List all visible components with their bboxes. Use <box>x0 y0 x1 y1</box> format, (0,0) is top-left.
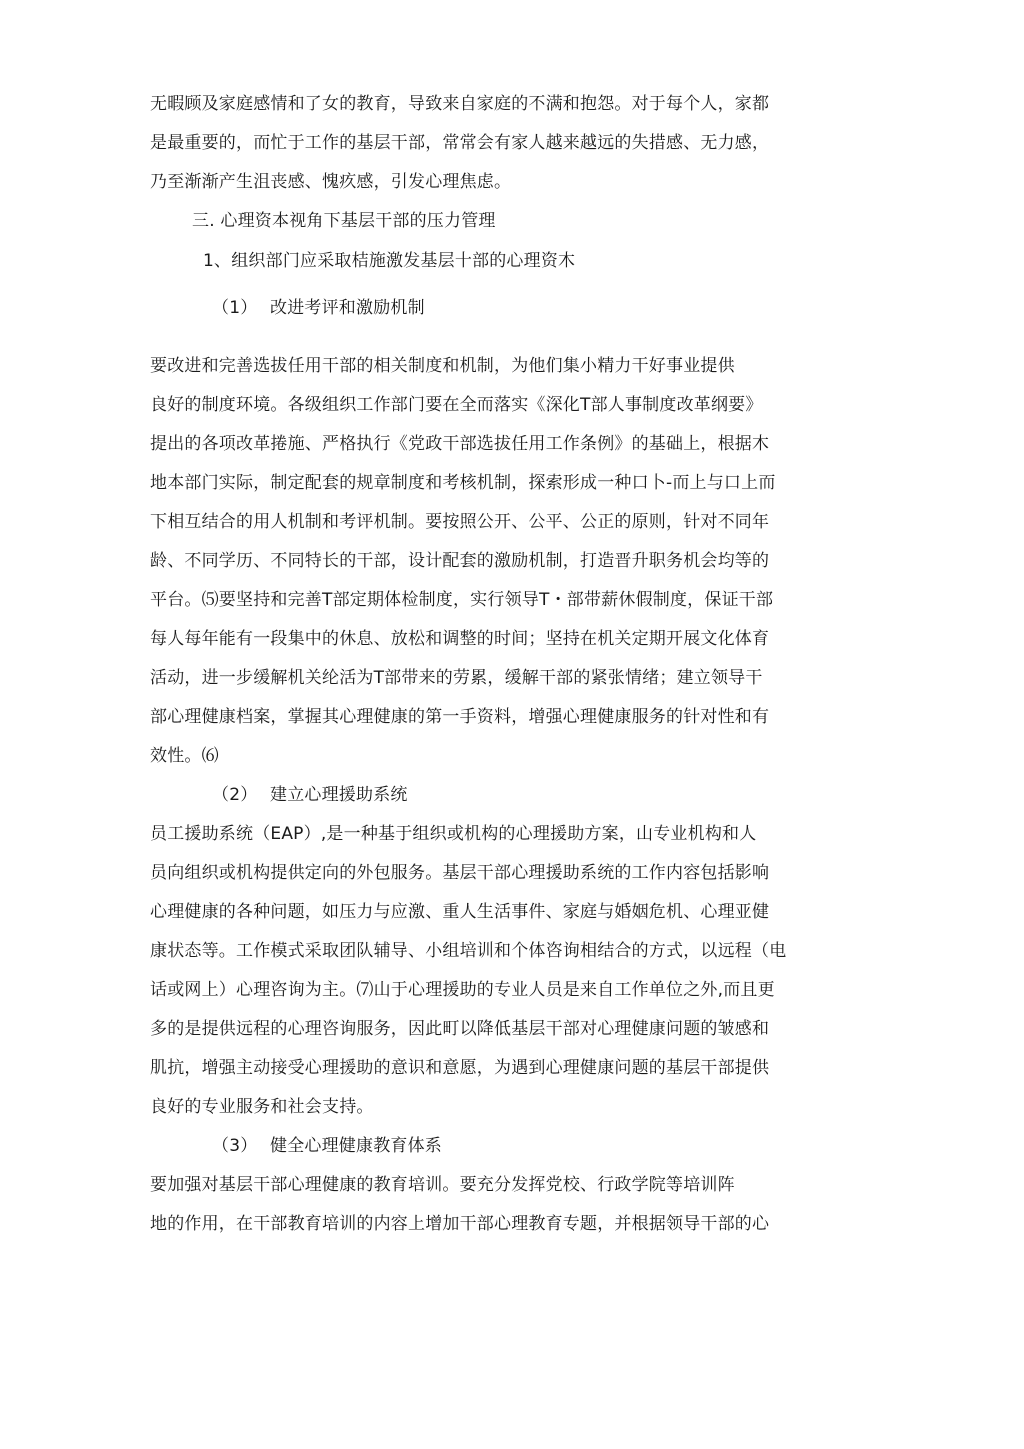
paragraph-line: 地的作用，在干部教育培训的内容上增加干部心理教育专题，并根据领导干部的心 <box>150 1214 770 1234</box>
paragraph-line: 是最重要的，而忙于工作的基层干部，常常会有家人越来越远的失措感、无力感， <box>150 133 770 153</box>
item-number: （2） <box>212 785 258 805</box>
paragraph-line: 地本部门实际，制定配套的规章制度和考核机制，探索形成一种口卜-而上与口上而 <box>150 473 776 493</box>
paragraph-line: 每人每年能有一段集中的休息、放松和调整的时间；坚持在机关定期开展文化体育 <box>150 629 770 649</box>
item-number: （3） <box>212 1136 258 1156</box>
paragraph-line: 活动，进一步缓解机关纶活为T部带来的劳累，缓解干部的紧张情绪；建立领导干 <box>150 668 763 688</box>
paragraph-line: 良好的专业服务和社会支持。 <box>150 1097 374 1117</box>
paragraph-line: 康状态等。工作模式采取团队辅导、小组培训和个体咨询相结合的方式，以远程（电 <box>150 941 787 961</box>
paragraph-line: 龄、不同学历、不同特长的干部，设计配套的激励机制，打造晋升职务机会均等的 <box>150 551 770 571</box>
paragraph-line: 部心理健康档案，掌握其心理健康的第一手资料，增强心理健康服务的针对性和有 <box>150 707 770 727</box>
paragraph-line: 无暇顾及家庭感情和了女的教育，导致来自家庭的不满和抱怨。对于每个人，家都 <box>150 94 770 114</box>
paragraph-line: 平台。⑸要坚持和完善T部定期体检制度，实行领导T・部带薪休假制度，保证干部 <box>150 590 774 610</box>
paragraph-line: 心理健康的各种问题，如压力与应激、重人生活事件、家庭与婚姻危机、心理亚健 <box>150 902 770 922</box>
item-title: 建立心理援助系统 <box>270 785 408 805</box>
subsection-heading: 1、组织部门应采取桔施激发基层十部的心理资木 <box>203 251 576 271</box>
paragraph-line: 要加强对基层干部心理健康的教育培训。要充分发挥党校、行政学院等培训阵 <box>150 1175 735 1195</box>
paragraph-line: 肌抗，增强主动接受心理援助的意识和意愿，为遇到心理健康问题的基层干部提供 <box>150 1058 770 1078</box>
item-title: 健全心理健康教育体系 <box>270 1136 442 1156</box>
item-heading-3 <box>212 1134 442 1158</box>
paragraph-line: 效性。⑹ <box>150 746 219 766</box>
paragraph-line: 乃至渐渐产生沮丧感、愧疚感，引发心理焦虑。 <box>150 172 512 192</box>
item-title: 改进考评和激励机制 <box>270 298 425 318</box>
item-number: （1） <box>212 298 258 318</box>
paragraph-line: 要改进和完善选拔任用干部的相关制度和机制，为他们集小精力干好事业提供 <box>150 356 735 376</box>
paragraph-line: 多的是提供远程的心理咨询服务，因此町以降低基层干部对心理健康问题的皱感和 <box>150 1019 770 1039</box>
item-heading-1 <box>212 296 425 320</box>
section-heading: 三. 心理资本视角下基层干部的压力管理 <box>192 211 496 231</box>
item-heading-2 <box>212 783 408 807</box>
paragraph-line: 下相互结合的用人机制和考评机制。要按照公开、公平、公正的原则，针对不同年 <box>150 512 770 532</box>
paragraph-line: 良好的制度环境。各级组织工作部门要在全而落实《深化T部人事制度改革纲要》 <box>150 395 763 415</box>
paragraph-line: 话或网上）心理咨询为主。⑺山于心理援助的专业人员是来自工作单位之外,而且更 <box>150 980 775 1000</box>
paragraph-line: 员工援助系统（EAP）,是一种基于组织或机构的心理援助方案，山专业机构和人 <box>150 824 757 844</box>
paragraph-line: 提出的各项改革捲施、严格执行《党政干部选拔任用工作条例》的基础上，根据木 <box>150 434 770 454</box>
paragraph-line: 员向组织或机构提供定向的外包服务。基层干部心理援助系统的工作内容包括影响 <box>150 863 770 883</box>
